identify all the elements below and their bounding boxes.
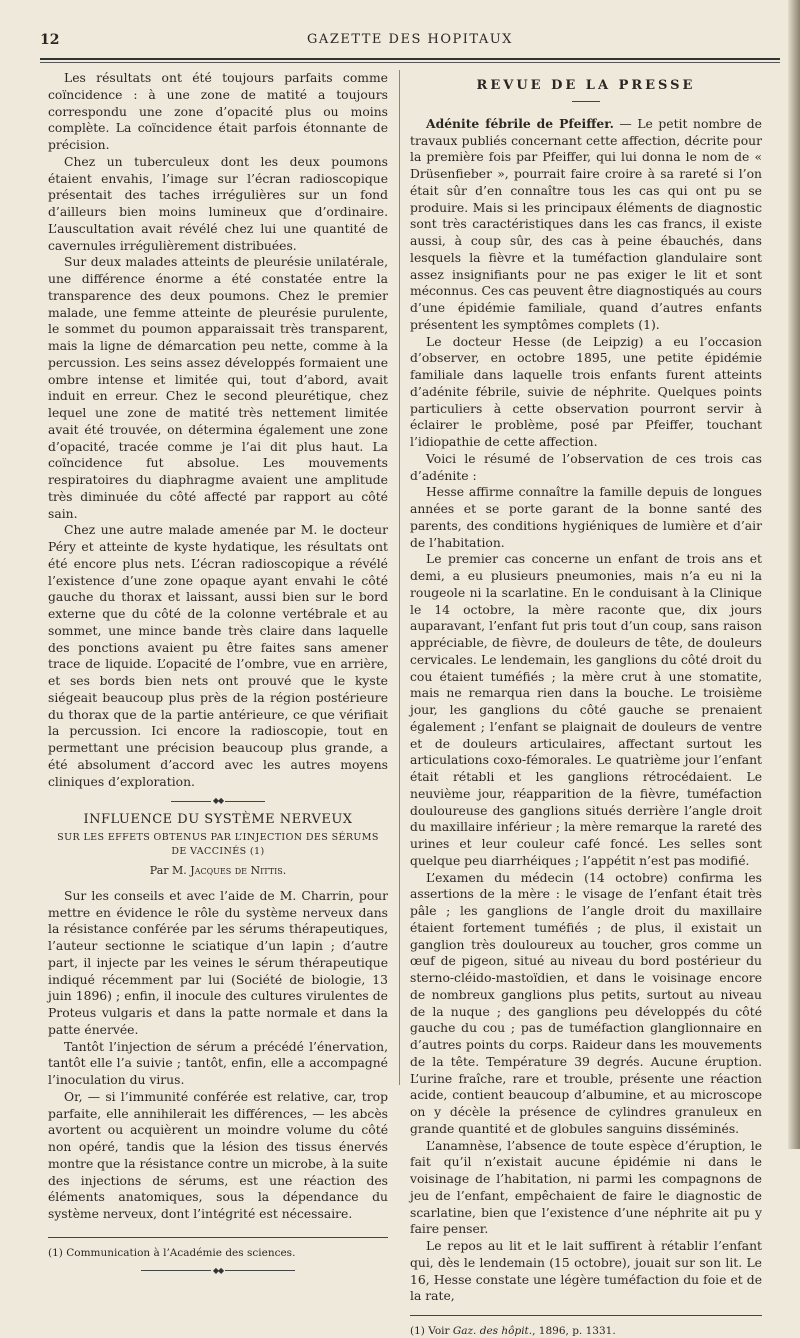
section-subtitle: SUR LES EFFETS OBTENUS PAR L’INJECTION DES SÉRUMS DE VACCINÉS (1) [57, 832, 379, 857]
paragraph: Chez un tuberculeux dont les deux poumons étaient envahis, l’image sur l’écran radioscopique présentait des taches irrégulières sur un fond d’ailleurs bien moins lumineux que d’ordinaire. L’auscultation avait révélé chez lui une quantité de cavernules irrégulièrement distribuées. [48, 154, 388, 253]
section-ornament: ◆◆ [48, 796, 388, 806]
footnote [410, 1324, 762, 1338]
paragraph: L’examen du médecin (14 octobre) confirma les assertions de la mère : le visage de l’enfant était très pâle ; les ganglions de l’angle droit du maxillaire étaient fortement tuméfiés ; de plus, il existait un ganglion très douloureux au toucher, gros comme un œuf de pigeon, situé au niveau du bord postérieur du sterno-cléido-mastoïdien, et dans le voisinage encore de nombreux ganglions plus petits, surtout au niveau de la nuque ; des ganglions peu développés du côté gauche du cou ; pas de tuméfaction glanglionnaire en d’autres points du corps. Raideur dans les mouvements de la tête. Température 39 degrés. Aucune éruption. L’urine fraîche, rare et trouble, présente une réaction acide, contient beaucoup d’albumine, et au microscope on y décèle la présence de cylindres granuleux en grande quantité et de globules sanguins disséminés. [410, 870, 762, 1136]
paragraph: Le repos au lit et le lait suffirent à rétablir l’enfant qui, dès le lendemain (15 octobre), jouait sur son lit. Le 16, Hesse constate une légère tuméfaction du foie et de la rate, [410, 1239, 762, 1304]
author-prefix: Par M. [149, 864, 187, 877]
page-number: 12 [40, 32, 60, 48]
paragraph: Chez une autre malade amenée par M. le docteur Péry et atteinte de kyste hydatique, les résultats ont été encore plus nets. L’écran radioscopique a révélé l’existence d’une zone opaque ayant envahi le côté gauche du thorax et laissant, aussi bien sur le bord externe que du côté de la colonne vertébrale et au sommet, une mince bande très claire dans laquelle des ponctions avaient pu être faites sans amener trace de liquide. L’opacité de l’ombre, vue en arrière, et ses bords bien nets ont prouvé que le kyste siégeait beaucoup plus près de la région postérieure du thorax que de la partie antérieure, ce que vérifiait la percussion. Ici encore la radioscopie, tout en permettant une précision beaucoup plus grande, a été absolument d’accord avec les autres moyens cliniques d’exploration. [48, 523, 388, 789]
page-header [40, 32, 780, 52]
paragraph: Sur les conseils et avec l’aide de M. Charrin, pour mettre en évidence le rôle du système nerveux dans la résistance conférée par les sérums thérapeutiques, l’auteur sectionne le sciatique d’un lapin ; d’autre part, il injecte par les veines le sérum thérapeutique indiqué récemment par lui (Société de biologie, 13 juin 1896) ; enfin, il inocule des cultures virulentes de Proteus vulgaris et dans la patte normale et dans la patte énervée. [48, 888, 388, 1037]
section-title: INFLUENCE DU SYSTÈME NERVEUX [83, 812, 353, 828]
paragraph: Hesse affirme connaître la famille depuis de longues années et se porte garant de la bonne santé des parents, des conditions hygiéniques de lumière et d’air de l’habitation. [410, 485, 762, 550]
paragraph: Le docteur Hesse (de Leipzig) a eu l’occasion d’observer, en octobre 1895, une petite épidémie familiale dans laquelle trois enfants furent atteints d’adénite fébrile, suivie de néphrite. Quelques points particuliers à cette observation pourront servir à éclairer le problème, posé par Pfeiffer, touchant l’idiopathie de cette affection. [410, 334, 762, 449]
footnote-rule [410, 1315, 762, 1316]
column-divider [399, 70, 400, 1085]
footnote: (1) Communication à l’Académie des sciences. [48, 1246, 296, 1259]
page-edge [788, 0, 800, 1149]
section-title-revue: REVUE DE LA PRESSE [476, 78, 696, 93]
footnote-prefix: (1) Voir [410, 1325, 453, 1337]
paragraph [410, 116, 762, 334]
paragraph: Le premier cas concerne un enfant de trois ans et demi, a eu plusieurs pneumonies, mais n’a eu ni la rougeole ni la scarlatine. En le conduisant à la Clinique le 14 octobre, la mère raconte que, dix jours auparavant, l’enfant fut pris tout d’un coup, sans raison appréciable, de fièvre, de douleurs de tête, de douleurs cervicales. Le lendemain, les ganglions du côté droit du cou étaient tuméfiés ; la mère crut à une stomatite, mais ne remarqua rien dans la bouche. Le troisième jour, les ganglions du côté gauche se prenaient également ; l’enfant se plaignait de douleurs de ventre et de douleurs articulaires, affectant surtout les articulations coxo-fémorales. Le quatrième jour l’enfant était rétabli et les ganglions rétrocédaient. Le neuvième jour, réapparition de la fièvre, tuméfaction douloureuse des ganglions situés derrière l’angle droit du maxillaire inférieur ; la mère remarque la rareté des urines et leur couleur café foncé. Les selles sont quelque peu diarrhéiques ; l’appétit n’est pas modifié. [410, 552, 762, 868]
footnote-citation: Gaz. des hôpit. [452, 1325, 533, 1337]
left-column [48, 70, 388, 1282]
paragraph: Les résultats ont été toujours parfaits comme coïncidence : à une zone de matité a toujours correspondu une zone d’opacité plus ou moins complète. La coïncidence était parfois étonnante de précision. [48, 71, 388, 152]
header-rule-thin [40, 62, 780, 63]
paragraph: L’anamnèse, l’absence de toute espèce d’éruption, le fait qu’il n’existait aucune épidémie ni dans le voisinage de l’habitation, ni parmi les compagnons de jeu de l’enfant, empêchaient de faire le diagnostic de scarlatine, bien que l’existence d’une néphrite ait pu y faire penser. [410, 1138, 762, 1237]
footnote-suffix: , 1896, p. 1331. [532, 1325, 616, 1337]
paragraph: Or, — si l’immunité conférée est relative, car, trop parfaite, elle annihilerait les différences, — les abcès avortent ou acquièrent un moindre volume du côté non opéré, tandis que la lésion des tissus énervés montre que la résistance contre un microbe, à la suite des injections de sérums, est une réaction des éléments anatomiques, sous la dépendance du système nerveux, dont l’intégrité est nécessaire. [48, 1089, 388, 1221]
article-lead: Adénite fébrile de Pfeiffer. [426, 115, 614, 131]
paragraph-text: — Le petit nombre de travaux publiés concernant cette affection, décrite pour la première fois par Pfeiffer, qui lui donna le nom de « Drüsenfieber », pourrait faire croire à sa rareté si l’on était sûr d’en connaître tous les cas qui ont pu se produire. Mais si les principaux éléments de diagnostic sont très caractéristiques dans les cas francs, il existe aussi, à coup sûr, des cas à peine ébauchés, dans lesquels la fièvre et la tuméfaction glandulaire sont assez insignifiants pour ne pas exiger le lit et sont méconnus. Ces cas peuvent être diagnostiqués au cours d’une épidémie familiale, quand d’autres enfants présentent les symptômes complets (1). [410, 116, 762, 332]
paragraph: Sur deux malades atteints de pleurésie unilatérale, une différence énorme a été constatée entre la transparence des deux poumons. Chez le premier malade, une femme atteinte de pleurésie purulente, le sommet du poumon apparaissait très transparent, mais la ligne de démarcation peu nette, comme à la percussion. Les seins assez développés formaient une ombre intense et limitée qui, tout d’abord, avait induit en erreur. Chez le second pleurétique, chez lequel une zone de matité très nettement limitée avait été trouvée, on détermina également une zone d’opacité, tracée comme je l’ai dit plus haut. La coïncidence fut absolue. Les mouvements respiratoires du diaphragme avaient une amplitude très diminuée du côté affecté par rapport au côté sain. [48, 255, 388, 521]
end-ornament: ◆◆ [48, 1266, 388, 1276]
right-column [410, 70, 762, 1338]
article-author [48, 863, 388, 880]
author-name: Jacques de Nittis. [190, 864, 287, 877]
header-rule [40, 58, 780, 60]
title-rule [572, 101, 600, 102]
paragraph: Voici le résumé de l’observation de ces trois cas d’adénite : [410, 451, 762, 483]
running-title: GAZETTE DES HOPITAUX [307, 32, 513, 47]
paragraph: Tantôt l’injection de sérum a précédé l’énervation, tantôt elle l’a suivie ; tantôt, enfin, elle a accompagné l’inoculation du virus. [48, 1039, 388, 1087]
footnote-rule [48, 1237, 388, 1238]
